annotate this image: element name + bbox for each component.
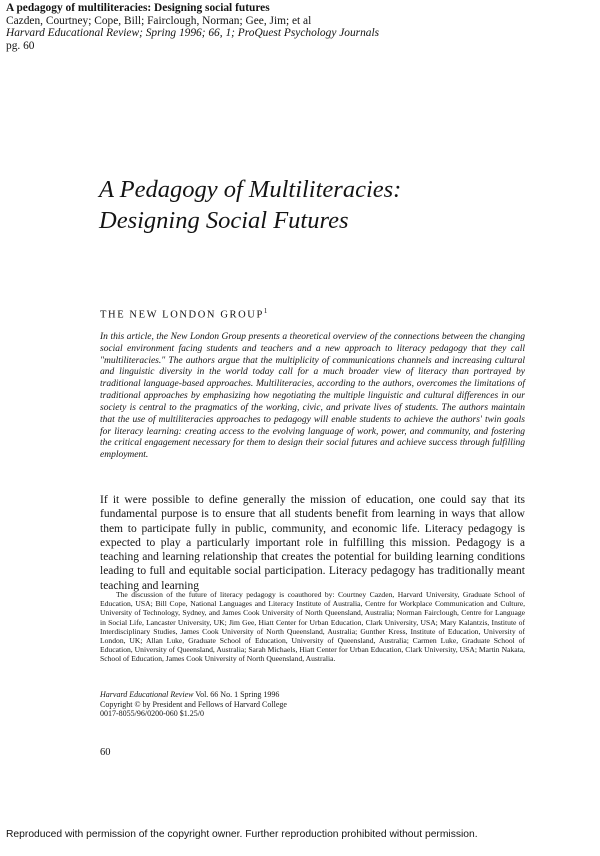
citation-journal: Harvard Educational Review	[100, 690, 194, 699]
header-authors: Cazden, Courtney; Cope, Bill; Fairclough, Norman; Gee, Jim; et al	[6, 14, 312, 27]
byline-footnote-marker: 1	[263, 307, 268, 315]
article-title	[99, 174, 539, 236]
article-title-line-1: A Pedagogy of Multiliteracies:	[99, 176, 402, 203]
header-journal-line: Harvard Educational Review; Spring 1996; 66, 1; ProQuest Psychology Journals	[6, 27, 380, 40]
article-title-line-2: Designing Social Futures	[99, 207, 349, 234]
reproduction-notice: Reproduced with permission of the copyright owner. Further reproduction prohibited without permission.	[6, 829, 478, 840]
page-number: 60	[100, 747, 111, 758]
citation-issue: Vol. 66 No. 1 Spring 1996	[195, 690, 280, 699]
body-paragraph: If it were possible to define generally the mission of education, one could say that its fundamental purpose is to ensure that all students benefit from learning in ways that allow them to participate fully in public, community, and economic life. Literacy pedagogy is expected to play a particularly important role in fulfilling this mission. Pedagogy is a teaching and learning relationship that creates the potential for building learning conditions leading to full and equitable social participation. Literacy pedagogy has traditionally meant teaching and learning	[100, 494, 525, 592]
citation-line	[100, 690, 525, 700]
abstract: In this article, the New London Group presents a theoretical overview of the connections between the changing social environment facing students and teachers and a new approach to literacy pedagogy that they call "multiliteracies." The authors argue that the multiplicity of communications channels and increasing cultural and linguistic diversity in the world today call for a much broader view of literacy than portrayed by traditional language-based approaches. Multiliteracies, according to the authors, overcomes the limitations of traditional approaches by emphasizing how negotiating the multiple linguistic and cultural differences in our society is central to the pragmatics of the working, civic, and private lives of students. The authors maintain that the use of multiliteracies approaches to pedagogy will enable students to achieve the authors' twin goals for literacy learning: creating access to the evolving language of work, power, and community, and fostering the critical engagement necessary for them to design their social futures and achieve success through fulfilling employment.	[100, 332, 525, 461]
byline	[100, 307, 267, 321]
byline-author: THE NEW LONDON GROUP	[100, 309, 264, 321]
header-page: pg. 60	[6, 39, 35, 52]
issn-code: 0017-8055/96/0200-060 $1.25/0	[100, 709, 204, 719]
citation-block	[100, 690, 525, 719]
document-header	[6, 2, 596, 52]
header-source	[6, 27, 596, 40]
author-footnote: The discussion of the future of literacy pedagogy is coauthored by: Courtney Cazden, Harvard University, Graduate School of Education, USA; Bill Cope, National Languages and Literacy Institute of Australia, Centre for Workplace Communication and Culture, University of Technology, Sydney, and James Cook University of North Queensland, Australia; Norman Fairclough, Centre for Language in Social Life, Lancaster University, UK; Jim Gee, Hiatt Center for Urban Education, Clark University, USA; Mary Kalantzis, Institute of Interdisciplinary Studies, James Cook University of North Queensland, Australia; Gunther Kress, Institute of Education, University of London, UK; Allan Luke, Graduate School of Education, University of Queensland, Australia; Carmen Luke, Graduate School of Education, University of Queensland, Australia; Sarah Michaels, Hiatt Center for Urban Education, Clark University, USA; Martin Nakata, School of Education, James Cook University of North Queensland, Australia.	[100, 590, 525, 664]
copyright-line: Copyright © by President and Fellows of Harvard College	[100, 699, 287, 709]
header-article-title: A pedagogy of multiliteracies: Designing social futures	[6, 2, 270, 14]
